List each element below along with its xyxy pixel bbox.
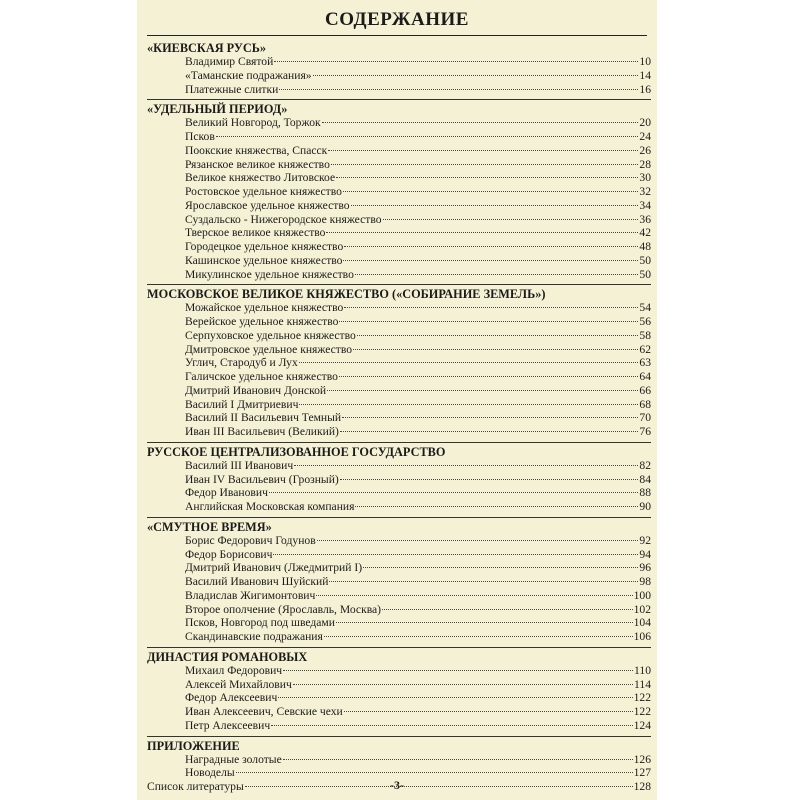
dot-leader xyxy=(269,492,639,493)
entry-page: 26 xyxy=(639,143,651,157)
entry-label: Ярославское удельное княжество xyxy=(185,198,350,212)
entry-page: 94 xyxy=(639,547,651,561)
dot-leader xyxy=(283,670,633,671)
table-of-contents xyxy=(147,41,651,799)
entry-label: Верейское удельное княжество xyxy=(185,315,339,328)
entry-label: Псков, Новгород под шведами xyxy=(185,616,335,630)
toc-entry[interactable] xyxy=(147,343,651,357)
dot-leader xyxy=(344,246,638,247)
entry-page: 98 xyxy=(639,575,651,588)
entry-page: 56 xyxy=(639,315,651,328)
toc-entry[interactable] xyxy=(147,575,651,589)
entry-page: 82 xyxy=(639,458,651,472)
entry-label: Петр Алексеевич xyxy=(185,718,271,732)
entry-page: 54 xyxy=(639,301,651,315)
dot-leader xyxy=(382,609,633,610)
dot-leader xyxy=(236,772,633,773)
entry-label: Иван Алексеевич, Севские чехи xyxy=(185,705,343,718)
page-title: СОДЕРЖАНИЕ xyxy=(325,9,469,30)
dot-leader xyxy=(355,274,639,275)
entry-label: Рязанское великое княжество xyxy=(185,157,330,171)
page-number: -3- xyxy=(390,778,404,792)
entry-page: 36 xyxy=(639,212,651,226)
entry-label: Дмитрий Иванович (Лжедмитрий I) xyxy=(185,561,363,575)
entry-page: 48 xyxy=(639,240,651,253)
entry-page: 70 xyxy=(639,411,651,425)
dot-leader xyxy=(328,150,638,151)
entry-page: 126 xyxy=(633,752,651,766)
entry-label: Можайское удельное княжество xyxy=(185,301,344,315)
toc-entry[interactable] xyxy=(147,500,651,514)
dot-leader xyxy=(322,122,639,123)
entry-page: 58 xyxy=(639,328,651,342)
dot-leader xyxy=(316,595,632,596)
dot-leader xyxy=(299,404,638,405)
entry-label: Второе ополчение (Ярославль, Москва) xyxy=(185,602,382,616)
toc-entry[interactable] xyxy=(147,69,651,83)
dot-leader xyxy=(274,61,638,62)
entry-label: Углич, Стародуб и Лух xyxy=(185,356,298,370)
toc-entry[interactable] xyxy=(147,678,651,692)
entry-label: Василий I Дмитриевич xyxy=(185,397,299,411)
dot-leader xyxy=(313,75,639,76)
section-heading: «КИЕВСКАЯ РУСЬ» xyxy=(147,41,267,55)
dot-leader xyxy=(327,390,638,391)
entry-label: Владимир Святой xyxy=(185,55,274,68)
entry-page: 104 xyxy=(633,616,651,630)
entry-label: Федор Борисович xyxy=(185,547,273,561)
section-heading: «СМУТНОЕ ВРЕМЯ» xyxy=(147,519,272,534)
toc-section xyxy=(147,41,651,100)
toc-entry[interactable] xyxy=(147,589,651,603)
dot-leader xyxy=(317,540,639,541)
entry-page: 30 xyxy=(639,171,651,185)
toc-section xyxy=(147,520,651,648)
entry-label: Скандинавские подражания xyxy=(185,630,323,643)
entry-label: Галичское удельное княжество xyxy=(185,370,338,383)
toc-entry[interactable] xyxy=(147,199,651,213)
entry-page: 34 xyxy=(639,198,651,212)
entry-label: Великое княжество Литовское xyxy=(185,171,336,185)
entry-label: Дмитрий Иванович Донской xyxy=(185,383,327,397)
entry-page: 16 xyxy=(639,82,651,96)
entry-label: Кашинское удельное княжество xyxy=(185,253,343,267)
toc-entry[interactable] xyxy=(147,301,651,315)
entry-page: 20 xyxy=(639,116,651,130)
entry-label: Василий II Васильевич Темный xyxy=(185,411,342,425)
entry-label: Ростовское удельное княжество xyxy=(185,185,342,198)
entry-label: Новоделы xyxy=(185,766,235,780)
toc-entry[interactable] xyxy=(147,548,651,562)
toc-entry[interactable] xyxy=(147,603,651,617)
entry-page: 50 xyxy=(639,267,651,281)
entry-label: Иван IV Васильевич (Грозный) xyxy=(185,472,339,486)
toc-entry[interactable] xyxy=(147,240,651,254)
entry-page: 66 xyxy=(639,383,651,397)
entry-label: Иван III Васильевич (Великий) xyxy=(185,425,339,438)
section-heading: ПРИЛОЖЕНИЕ xyxy=(147,738,240,753)
entry-label: Список литературы xyxy=(147,780,244,793)
toc-entry[interactable] xyxy=(147,561,651,575)
dot-leader xyxy=(299,362,639,363)
entry-label: Владислав Жигимонтович xyxy=(185,588,316,602)
toc-entry[interactable] xyxy=(147,534,651,548)
entry-page: 124 xyxy=(633,718,651,732)
toc-entry[interactable] xyxy=(147,315,651,329)
dot-leader xyxy=(326,232,638,233)
toc-entry[interactable] xyxy=(147,486,651,500)
dot-leader xyxy=(383,219,639,220)
entry-page: 106 xyxy=(633,630,651,643)
dot-leader xyxy=(283,759,633,760)
toc-entry[interactable] xyxy=(147,630,651,644)
dot-leader xyxy=(293,684,633,685)
toc-entry[interactable] xyxy=(147,719,651,733)
entry-page: 92 xyxy=(639,533,651,547)
entry-page: 127 xyxy=(633,766,651,780)
dot-leader xyxy=(336,622,633,623)
dot-leader xyxy=(357,335,639,336)
entry-page: 64 xyxy=(639,370,651,383)
entry-page: 128 xyxy=(633,780,651,793)
toc-entry[interactable] xyxy=(147,254,651,268)
toc-entry[interactable] xyxy=(147,616,651,630)
entry-label: Михаил Федорович xyxy=(185,663,283,677)
toc-entry[interactable] xyxy=(147,83,651,97)
toc-entry[interactable] xyxy=(147,459,651,473)
entry-page: 110 xyxy=(634,663,651,677)
dot-leader xyxy=(353,349,638,350)
toc-entry[interactable] xyxy=(147,268,651,282)
entry-page: 76 xyxy=(639,425,651,438)
dot-leader xyxy=(271,725,632,726)
entry-label: Платежные слитки xyxy=(185,82,279,96)
dot-leader xyxy=(331,164,639,165)
toc-entry[interactable] xyxy=(147,226,651,240)
toc-entry[interactable] xyxy=(147,213,651,227)
toc-entry[interactable] xyxy=(147,55,651,69)
toc-entry[interactable] xyxy=(147,329,651,343)
entry-page: 32 xyxy=(639,185,651,198)
entry-page: 28 xyxy=(639,157,651,171)
entry-page: 68 xyxy=(639,397,651,411)
entry-label: Псков xyxy=(185,130,215,143)
dot-leader xyxy=(339,321,638,322)
entry-label: Наградные золотые xyxy=(185,752,282,766)
entry-page: 62 xyxy=(639,342,651,356)
dot-leader xyxy=(339,376,639,377)
dot-leader xyxy=(351,205,639,206)
entry-label: Английская Московская компания xyxy=(185,500,355,513)
toc-entry[interactable] xyxy=(147,753,651,767)
entry-label: Тверское великое княжество xyxy=(185,226,326,240)
dot-leader xyxy=(340,431,638,432)
toc-section xyxy=(147,102,651,285)
entry-page: 84 xyxy=(639,472,651,486)
entry-page: 63 xyxy=(639,356,651,370)
entry-label: Борис Федорович Годунов xyxy=(185,533,316,547)
toc-section xyxy=(147,445,651,518)
entry-page: 122 xyxy=(633,705,651,718)
entry-label: Федор Алексеевич xyxy=(185,691,278,705)
dot-leader xyxy=(273,554,638,555)
entry-page: 24 xyxy=(639,130,651,143)
entry-page: 10 xyxy=(639,55,651,68)
dot-leader xyxy=(344,711,633,712)
toc-entry[interactable] xyxy=(147,185,651,199)
dot-leader xyxy=(278,697,632,698)
entry-label: Микулинское удельное княжество xyxy=(185,267,354,281)
entry-page: 42 xyxy=(639,226,651,240)
toc-entry[interactable] xyxy=(147,130,651,144)
entry-page: 90 xyxy=(639,500,651,513)
entry-page: 14 xyxy=(639,68,651,82)
entry-label: Василий III Иванович xyxy=(185,458,294,472)
toc-entry[interactable] xyxy=(147,384,651,398)
entry-label: Серпуховское удельное княжество xyxy=(185,328,356,342)
dot-leader xyxy=(279,89,638,90)
dot-leader xyxy=(343,191,638,192)
entry-label: Поокские княжества, Спасск xyxy=(185,143,328,157)
entry-label: Великий Новгород, Торжок xyxy=(185,116,321,130)
toc-entry[interactable] xyxy=(147,398,651,412)
entry-page: 102 xyxy=(633,602,651,616)
toc-entry[interactable] xyxy=(147,411,651,425)
entry-page: 114 xyxy=(634,677,651,691)
section-heading: МОСКОВСКОЕ ВЕЛИКОЕ КНЯЖЕСТВО («СОБИРАНИЕ ЗЕМЕЛЬ») xyxy=(147,287,546,302)
toc-entry[interactable] xyxy=(147,691,651,705)
entry-label: Василий Иванович Шуйский xyxy=(185,575,329,588)
dot-leader xyxy=(340,479,639,480)
toc-entry[interactable] xyxy=(147,425,651,439)
entry-page: 50 xyxy=(639,253,651,267)
toc-entry[interactable] xyxy=(147,473,651,487)
toc-entry[interactable] xyxy=(147,158,651,172)
section-heading: ДИНАСТИЯ РОМАНОВЫХ xyxy=(147,649,308,664)
dot-leader xyxy=(355,506,638,507)
toc-entry[interactable] xyxy=(147,664,651,678)
entry-page: 100 xyxy=(633,588,651,602)
toc-entry[interactable] xyxy=(147,144,651,158)
dot-leader xyxy=(324,636,633,637)
dot-leader xyxy=(342,417,638,418)
toc-entry[interactable] xyxy=(147,356,651,370)
dot-leader xyxy=(294,465,638,466)
toc-section xyxy=(147,287,651,443)
dot-leader xyxy=(216,136,639,137)
document-page xyxy=(137,0,657,800)
dot-leader xyxy=(363,567,638,568)
dot-leader xyxy=(343,260,638,261)
entry-label: Алексей Михайлович xyxy=(185,677,292,691)
dot-leader xyxy=(344,307,638,308)
section-heading: РУССКОЕ ЦЕНТРАЛИЗОВАННОЕ ГОСУДАРСТВО xyxy=(147,444,446,459)
dot-leader xyxy=(336,177,638,178)
entry-label: Городецкое удельное княжество xyxy=(185,240,344,253)
section-heading: «УДЕЛЬНЫЙ ПЕРИОД» xyxy=(147,102,288,117)
toc-entry[interactable] xyxy=(147,116,651,130)
entry-page: 88 xyxy=(639,486,651,500)
toc-entry[interactable] xyxy=(147,370,651,384)
entry-label: Суздальско - Нижегородское княжество xyxy=(185,212,382,226)
toc-entry[interactable] xyxy=(147,705,651,719)
entry-label: Дмитровское удельное княжество xyxy=(185,342,353,356)
title-divider xyxy=(147,35,647,36)
toc-entry[interactable] xyxy=(147,171,651,185)
dot-leader xyxy=(329,581,638,582)
toc-section xyxy=(147,650,651,737)
entry-label: Федор Иванович xyxy=(185,486,268,500)
entry-page: 122 xyxy=(633,691,651,705)
entry-label: «Таманские подражания» xyxy=(185,68,312,82)
entry-page: 96 xyxy=(639,561,651,575)
